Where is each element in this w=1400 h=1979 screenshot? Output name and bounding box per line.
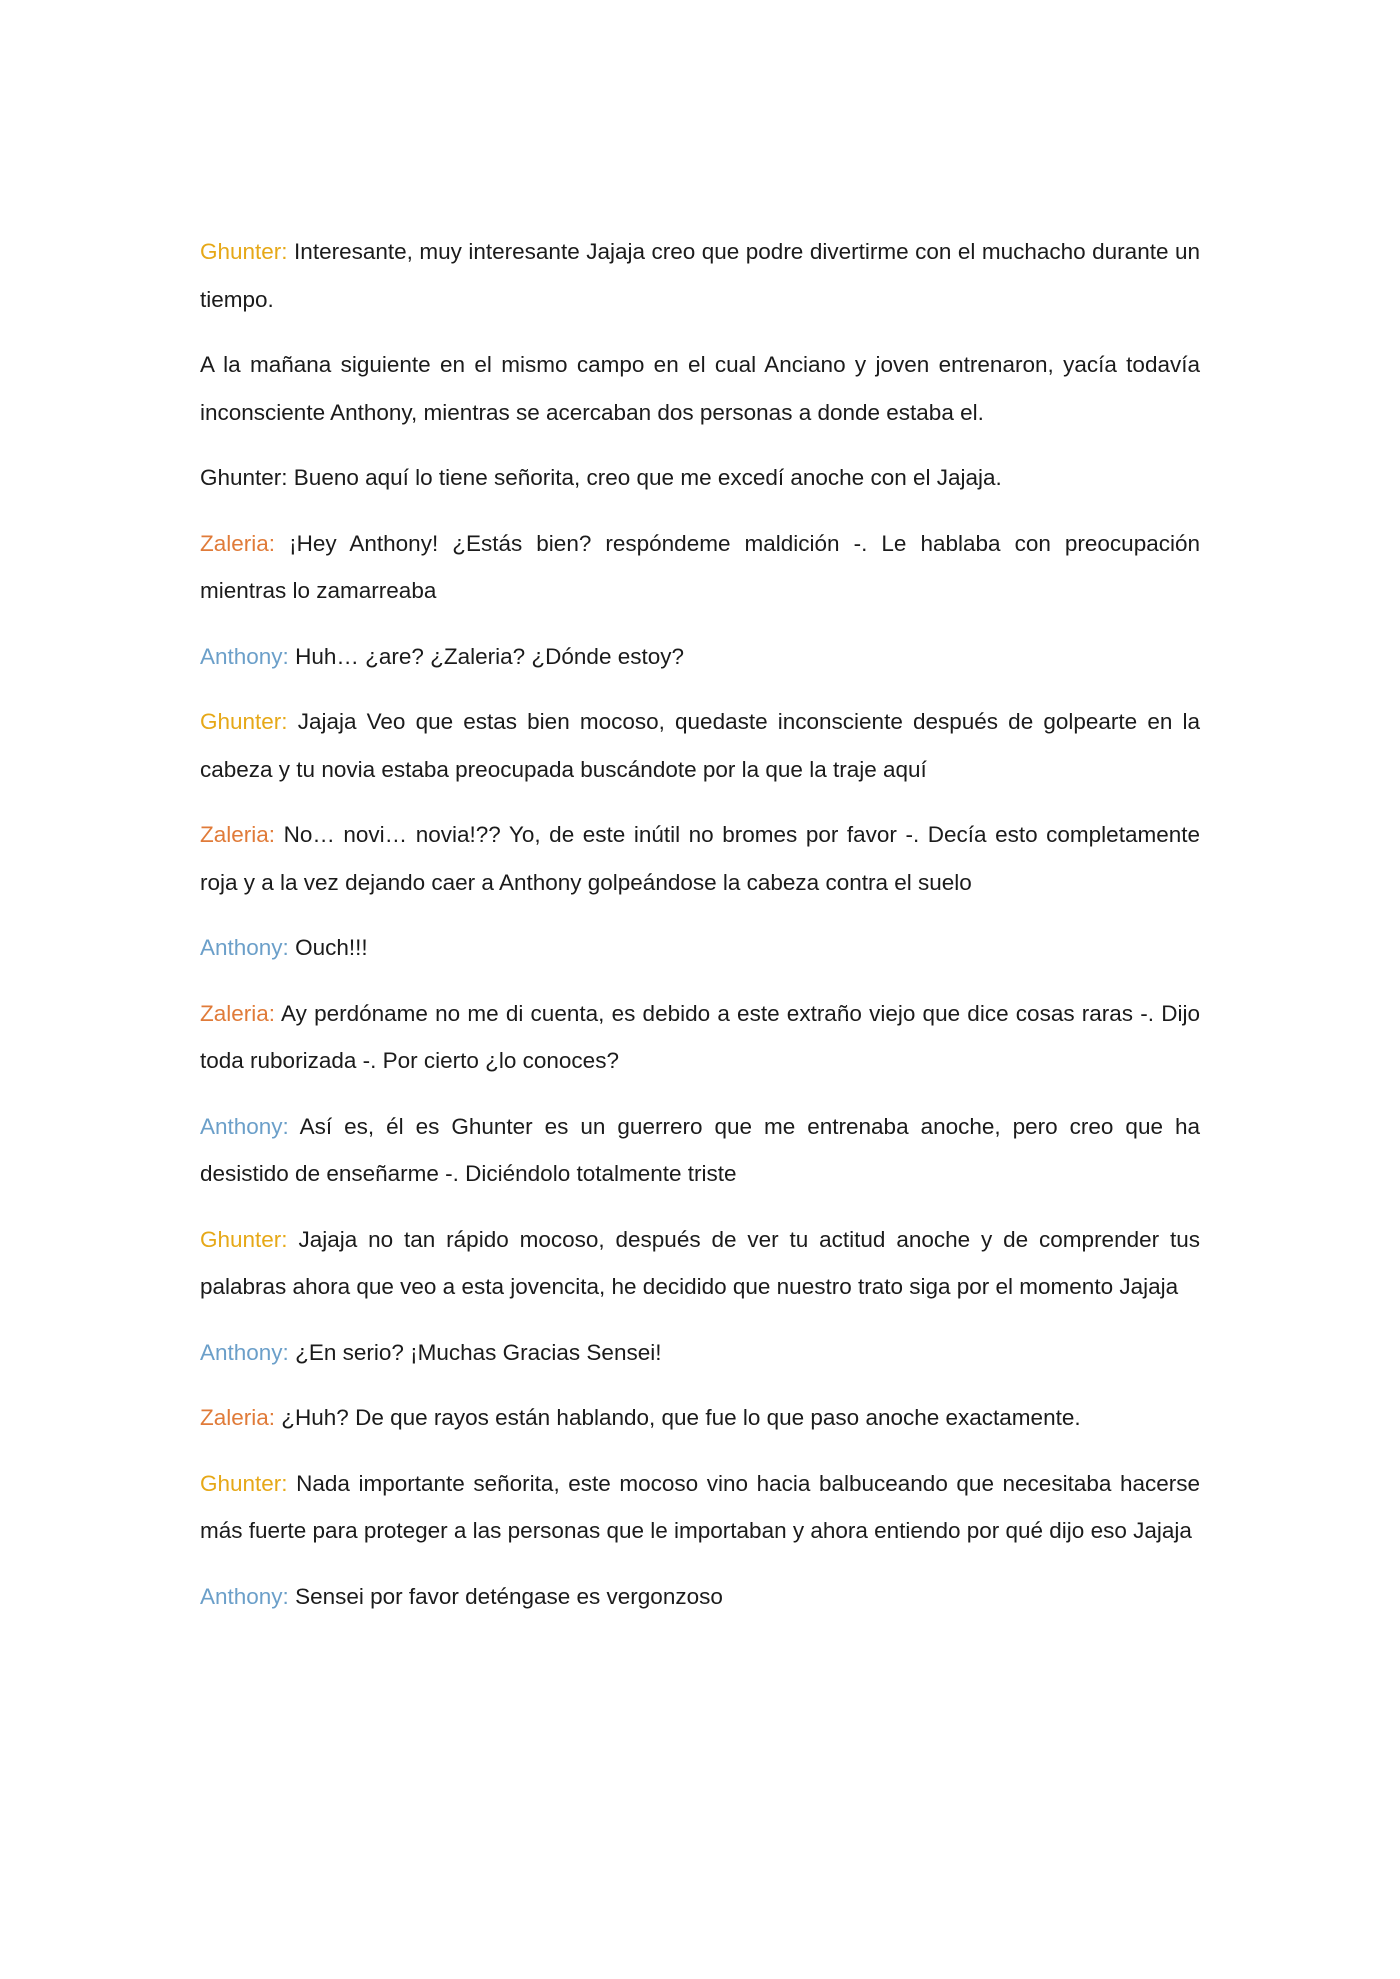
paragraph [200,341,1200,436]
paragraph [200,633,1200,681]
speaker-name: Zaleria: [200,822,276,847]
paragraph-text: Sensei por favor deténgase es vergonzoso [288,1583,723,1609]
paragraph [200,1573,1200,1621]
speaker-name: Zaleria: [200,1405,276,1430]
paragraph-text: ¡Hey Anthony! ¿Estás bien? respóndeme maldición -. Le hablaba con preocupación mientras lo zamarreaba [200,530,1200,603]
paragraph [200,454,1200,502]
paragraph-text: No… novi… novia!?? Yo, de este inútil no bromes por favor -. Decía esto completamente roja y a la vez dejando caer a Anthony golpeándose la cabeza contra el suelo [200,822,1200,895]
speaker-name: Anthony: [200,1583,289,1609]
speaker-name: Zaleria: [200,1000,276,1026]
document-body [200,228,1200,1638]
paragraph-text: Ouch!!! [288,935,368,960]
speaker-name: Ghunter: [200,1470,288,1496]
speaker-name: Anthony: [200,1113,289,1139]
paragraph [200,811,1200,906]
paragraph [200,1460,1200,1555]
speaker-name: Zaleria: [200,530,276,556]
speaker-name: Ghunter: [200,1226,288,1252]
paragraph [200,1216,1200,1311]
paragraph [200,520,1200,615]
paragraph-text: Así es, él es Ghunter es un guerrero que me entrenaba anoche, pero creo que ha desistido de enseñarme -. Diciéndolo totalmente triste [200,1113,1200,1186]
paragraph-text: ¿En serio? ¡Muchas Gracias Sensei! [288,1339,662,1365]
paragraph-text: Ay perdóname no me di cuenta, es debido a este extraño viejo que dice cosas raras -. Dijo toda ruborizada -. Por cierto ¿lo conoces? [200,1000,1200,1073]
paragraph [200,228,1200,323]
speaker-name: Ghunter: [200,239,288,264]
paragraph-text: Interesante, muy interesante Jajaja creo que podre divertirme con el muchacho durante un tiempo. [200,239,1200,312]
speaker-name: Anthony: [200,643,289,669]
paragraph-text: A la mañana siguiente en el mismo campo en el cual Anciano y joven entrenaron, yacía todavía inconsciente Anthony, mientras se acercaban dos personas a donde estaba el. [200,352,1200,425]
paragraph-text: Nada importante señorita, este mocoso vino hacia balbuceando que necesitaba hacerse más fuerte para proteger a las personas que le importaban y ahora entiendo por qué dijo eso Jajaja [200,1470,1200,1543]
paragraph-text: Ghunter: Bueno aquí lo tiene señorita, creo que me excedí anoche con el Jajaja. [200,465,1002,490]
paragraph-text: Jajaja no tan rápido mocoso, después de ver tu actitud anoche y de comprender tus palabras ahora que veo a esta jovencita, he decidido que nuestro trato siga por el momento Jajaja [200,1226,1200,1299]
paragraph [200,1329,1200,1377]
paragraph-text: ¿Huh? De que rayos están hablando, que fue lo que paso anoche exactamente. [275,1405,1081,1430]
paragraph [200,1103,1200,1198]
speaker-name: Ghunter: [200,709,288,734]
paragraph [200,924,1200,972]
paragraph [200,1394,1200,1442]
paragraph-text: Jajaja Veo que estas bien mocoso, quedaste inconsciente después de golpearte en la cabeza y tu novia estaba preocupada buscándote por la que la traje aquí [200,709,1200,782]
paragraph [200,698,1200,793]
speaker-name: Anthony: [200,1339,289,1365]
paragraph-text: Huh… ¿are? ¿Zaleria? ¿Dónde estoy? [288,643,685,669]
speaker-name: Anthony: [200,935,289,960]
paragraph [200,990,1200,1085]
